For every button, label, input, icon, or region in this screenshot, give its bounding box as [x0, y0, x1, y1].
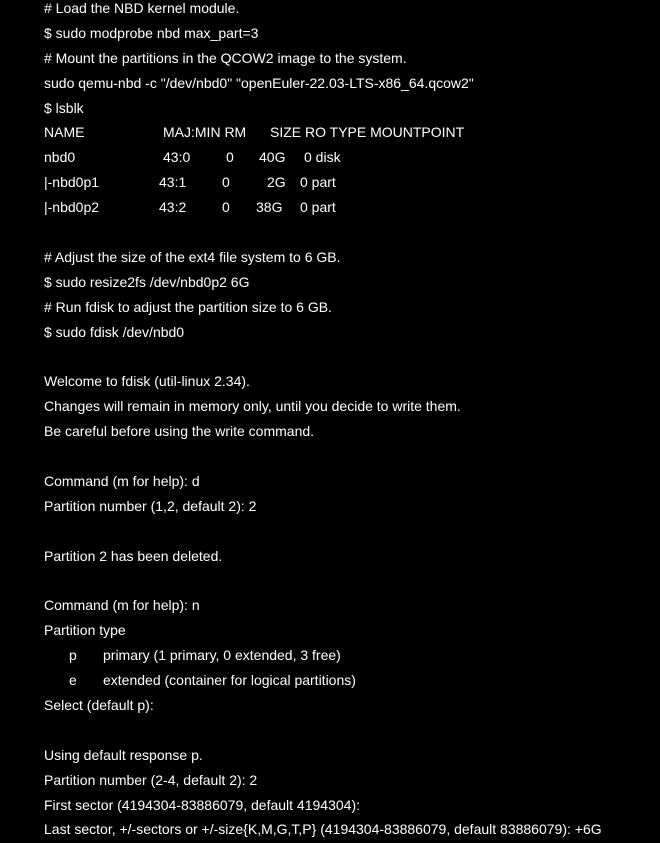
lsblk-row: [44, 195, 656, 220]
lsblk-cell-majmin: 43:0: [163, 149, 191, 166]
terminal-line: Partition number (2-4, default 2): 2: [44, 771, 258, 788]
lsblk-cell-size: 38G: [256, 199, 283, 216]
terminal-line: Welcome to fdisk (util-linux 2.34).: [44, 373, 250, 390]
lsblk-row: [44, 170, 656, 195]
lsblk-cell-size: 40G: [259, 149, 286, 166]
terminal-line: Last sector, +/-sectors or +/-size{K,M,G,T,P} (4194304-83886079, default 83886079): +6G: [44, 821, 602, 838]
terminal-line: $ lsblk: [44, 99, 84, 116]
lsblk-row: [44, 145, 656, 170]
lsblk-cell-majmin: 43:2: [159, 199, 187, 216]
lsblk-cell-name: |-nbd0p1: [44, 174, 100, 191]
terminal-line: # Load the NBD kernel module.: [44, 0, 240, 16]
blank-line: [44, 718, 656, 743]
terminal-line: # Adjust the size of the ext4 file system to 6 GB.: [44, 248, 341, 265]
blank-line: [44, 568, 656, 593]
terminal-line: Partition 2 has been deleted.: [44, 547, 223, 564]
lsblk-cell-rm: 0: [226, 149, 234, 166]
lsblk-cell-name: nbd0: [44, 149, 76, 166]
partition-type-option: [44, 643, 656, 668]
terminal-line: $ sudo resize2fs /dev/nbd0p2 6G: [44, 273, 250, 290]
terminal-line: Partition number (1,2, default 2): 2: [44, 497, 257, 514]
blank-line: [44, 444, 656, 469]
terminal-line: Changes will remain in memory only, until you decide to write them.: [44, 398, 461, 415]
lsblk-cell-size: 2G: [267, 174, 286, 191]
lsblk-cell-rm: 0: [222, 199, 230, 216]
lsblk-header-size-ro-type-mountpoint: SIZE RO TYPE MOUNTPOINT: [270, 124, 465, 141]
partition-type-option: [44, 668, 656, 693]
lsblk-cell-ro-type: 0 part: [300, 199, 336, 216]
lsblk-header: [44, 120, 656, 145]
lsblk-header-name: NAME: [44, 124, 85, 141]
partition-type-desc: extended (container for logical partitions): [103, 672, 356, 689]
terminal-line: sudo qemu-nbd -c "/dev/nbd0" "openEuler-22.03-LTS-x86_64.qcow2": [44, 74, 474, 91]
lsblk-cell-rm: 0: [222, 174, 230, 191]
terminal-output: [44, 0, 656, 842]
terminal-line: Using default response p.: [44, 746, 203, 763]
blank-line: [44, 220, 656, 245]
terminal-line: $ sudo modprobe nbd max_part=3: [44, 24, 259, 41]
partition-type-desc: primary (1 primary, 0 extended, 3 free): [103, 647, 341, 664]
lsblk-cell-ro-type: 0 disk: [304, 149, 341, 166]
terminal-line: $ sudo fdisk /dev/nbd0: [44, 323, 185, 340]
terminal-line: Command (m for help): d: [44, 472, 200, 489]
terminal-line: Partition type: [44, 622, 126, 639]
blank-line: [44, 344, 656, 369]
partition-type-key: e: [69, 672, 77, 689]
terminal-line: # Mount the partitions in the QCOW2 image to the system.: [44, 49, 407, 66]
lsblk-header-majmin-rm: MAJ:MIN RM: [163, 124, 247, 141]
terminal-line: # Run fdisk to adjust the partition size to 6 GB.: [44, 298, 332, 315]
terminal-line: Be careful before using the write command.: [44, 423, 315, 440]
terminal-line: Command (m for help): n: [44, 597, 200, 614]
terminal-line: First sector (4194304-83886079, default 4194304):: [44, 796, 360, 813]
lsblk-cell-majmin: 43:1: [159, 174, 187, 191]
terminal-line: Select (default p):: [44, 696, 154, 713]
lsblk-cell-name: |-nbd0p2: [44, 199, 100, 216]
blank-line: [44, 519, 656, 544]
lsblk-cell-ro-type: 0 part: [300, 174, 336, 191]
partition-type-key: p: [69, 647, 77, 664]
